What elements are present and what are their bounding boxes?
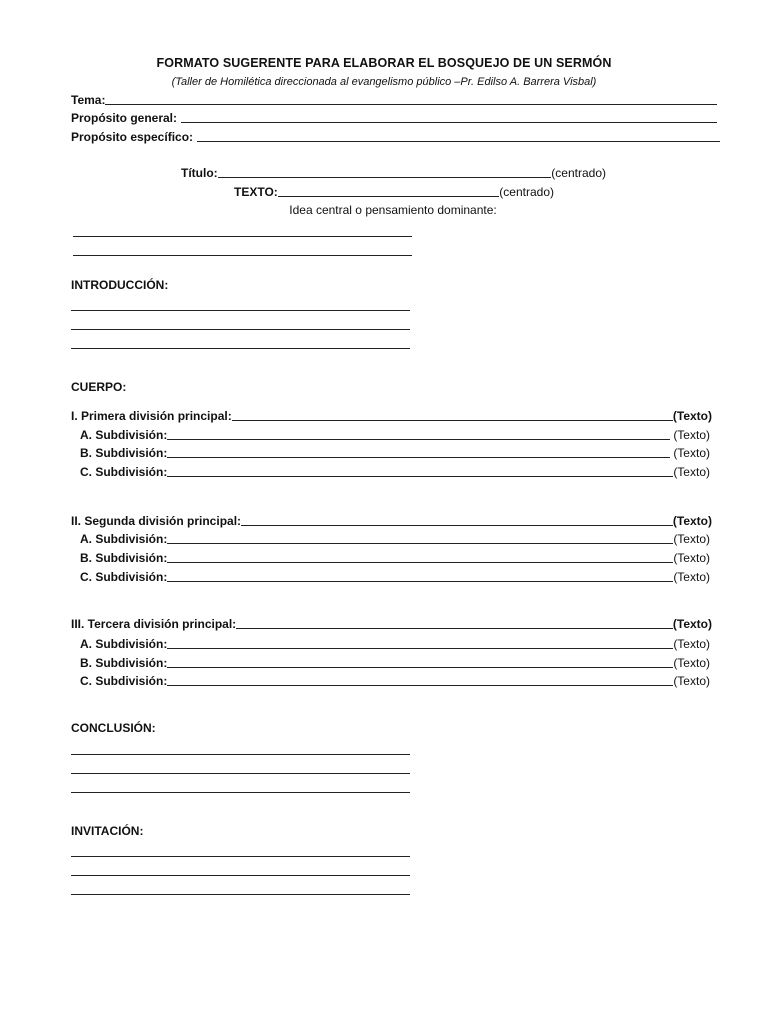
subdivision-label: A. Subdivisión: bbox=[80, 637, 168, 651]
division-3-sub-b[interactable] bbox=[80, 655, 710, 670]
division-1-sub-c[interactable] bbox=[80, 464, 710, 479]
tema-label: Tema: bbox=[71, 93, 106, 107]
titulo-label: Título: bbox=[181, 166, 218, 180]
proposito-especifico-label: Propósito específico: bbox=[71, 130, 194, 144]
subdivision-line[interactable] bbox=[167, 569, 673, 582]
invitacion-heading: INVITACIÓN: bbox=[71, 824, 144, 838]
division-1-sub-a[interactable] bbox=[80, 427, 710, 442]
texto-suffix: (centrado) bbox=[499, 185, 554, 199]
titulo-line[interactable] bbox=[218, 165, 552, 178]
subdivision-suffix: (Texto) bbox=[673, 551, 710, 565]
document-subtitle: (Taller de Homilética direccionada al evangelismo público –Pr. Edilso A. Barrera Visbal) bbox=[171, 76, 597, 88]
division-2-field[interactable] bbox=[71, 513, 712, 528]
subdivision-suffix: (Texto) bbox=[673, 637, 710, 651]
document-title: FORMATO SUGERENTE PARA ELABORAR EL BOSQUEJO DE UN SERMÓN bbox=[156, 56, 612, 70]
division-2-sub-c[interactable] bbox=[80, 569, 710, 584]
division-1-label: I. Primera división principal: bbox=[71, 409, 232, 423]
subdivision-suffix: (Texto) bbox=[673, 428, 710, 442]
subdivision-label: A. Subdivisión: bbox=[80, 532, 168, 546]
subdivision-label: C. Subdivisión: bbox=[80, 570, 168, 584]
subdivision-line[interactable] bbox=[167, 531, 673, 544]
invitacion-line-3[interactable] bbox=[71, 894, 410, 895]
subdivision-line[interactable] bbox=[167, 655, 673, 668]
texto-field[interactable] bbox=[234, 184, 554, 199]
subdivision-label: B. Subdivisión: bbox=[80, 551, 168, 565]
subdivision-suffix: (Texto) bbox=[673, 532, 710, 546]
tema-line[interactable] bbox=[105, 92, 717, 105]
subdivision-line[interactable] bbox=[167, 550, 673, 563]
subdivision-suffix: (Texto) bbox=[673, 465, 710, 479]
introduccion-line-1[interactable] bbox=[71, 310, 410, 311]
texto-label: TEXTO: bbox=[234, 185, 278, 199]
subdivision-line[interactable] bbox=[167, 673, 673, 686]
conclusion-heading: CONCLUSIÓN: bbox=[71, 721, 156, 735]
division-1-field[interactable] bbox=[71, 408, 712, 423]
division-3-label: III. Tercera división principal: bbox=[71, 617, 237, 631]
proposito-especifico-line[interactable] bbox=[197, 129, 720, 142]
division-3-sub-c[interactable] bbox=[80, 673, 710, 688]
introduccion-line-2[interactable] bbox=[71, 329, 410, 330]
introduccion-heading: INTRODUCCIÓN: bbox=[71, 278, 169, 292]
subdivision-label: A. Subdivisión: bbox=[80, 428, 168, 442]
subdivision-label: B. Subdivisión: bbox=[80, 446, 168, 460]
subdivision-line[interactable] bbox=[167, 445, 670, 458]
subdivision-label: C. Subdivisión: bbox=[80, 465, 168, 479]
division-3-suffix: (Texto) bbox=[672, 617, 712, 631]
division-2-sub-b[interactable] bbox=[80, 550, 710, 565]
invitacion-line-1[interactable] bbox=[71, 856, 410, 857]
division-2-line[interactable] bbox=[241, 513, 673, 526]
conclusion-line-2[interactable] bbox=[71, 773, 410, 774]
division-3-line[interactable] bbox=[236, 616, 673, 629]
invitacion-line-2[interactable] bbox=[71, 875, 410, 876]
subdivision-label: B. Subdivisión: bbox=[80, 656, 168, 670]
subdivision-suffix: (Texto) bbox=[673, 570, 710, 584]
texto-line[interactable] bbox=[278, 184, 500, 197]
idea-central-line-1[interactable] bbox=[73, 236, 412, 237]
proposito-general-line[interactable] bbox=[181, 110, 717, 123]
cuerpo-heading: CUERPO: bbox=[71, 380, 127, 394]
division-1-line[interactable] bbox=[232, 408, 673, 421]
subdivision-suffix: (Texto) bbox=[673, 674, 710, 688]
tema-field[interactable] bbox=[71, 92, 717, 107]
division-1-sub-b[interactable] bbox=[80, 445, 710, 460]
division-3-field[interactable] bbox=[71, 616, 712, 631]
idea-central-line-2[interactable] bbox=[73, 255, 412, 256]
proposito-general-label: Propósito general: bbox=[71, 111, 178, 125]
subdivision-suffix: (Texto) bbox=[673, 446, 710, 460]
titulo-field[interactable] bbox=[181, 165, 606, 180]
division-1-suffix: (Texto) bbox=[672, 409, 712, 423]
subdivision-line[interactable] bbox=[167, 464, 673, 477]
proposito-especifico-field[interactable] bbox=[71, 129, 720, 144]
subdivision-line[interactable] bbox=[167, 427, 670, 440]
division-2-suffix: (Texto) bbox=[672, 514, 712, 528]
subdivision-label: C. Subdivisión: bbox=[80, 674, 168, 688]
idea-central-label: Idea central o pensamiento dominante: bbox=[289, 203, 497, 217]
conclusion-line-1[interactable] bbox=[71, 754, 410, 755]
division-2-sub-a[interactable] bbox=[80, 531, 710, 546]
division-3-sub-a[interactable] bbox=[80, 636, 710, 651]
subdivision-suffix: (Texto) bbox=[673, 656, 710, 670]
division-2-label: II. Segunda división principal: bbox=[71, 514, 242, 528]
proposito-general-field[interactable] bbox=[71, 110, 717, 125]
introduccion-line-3[interactable] bbox=[71, 348, 410, 349]
subdivision-line[interactable] bbox=[167, 636, 673, 649]
titulo-suffix: (centrado) bbox=[551, 166, 606, 180]
conclusion-line-3[interactable] bbox=[71, 792, 410, 793]
